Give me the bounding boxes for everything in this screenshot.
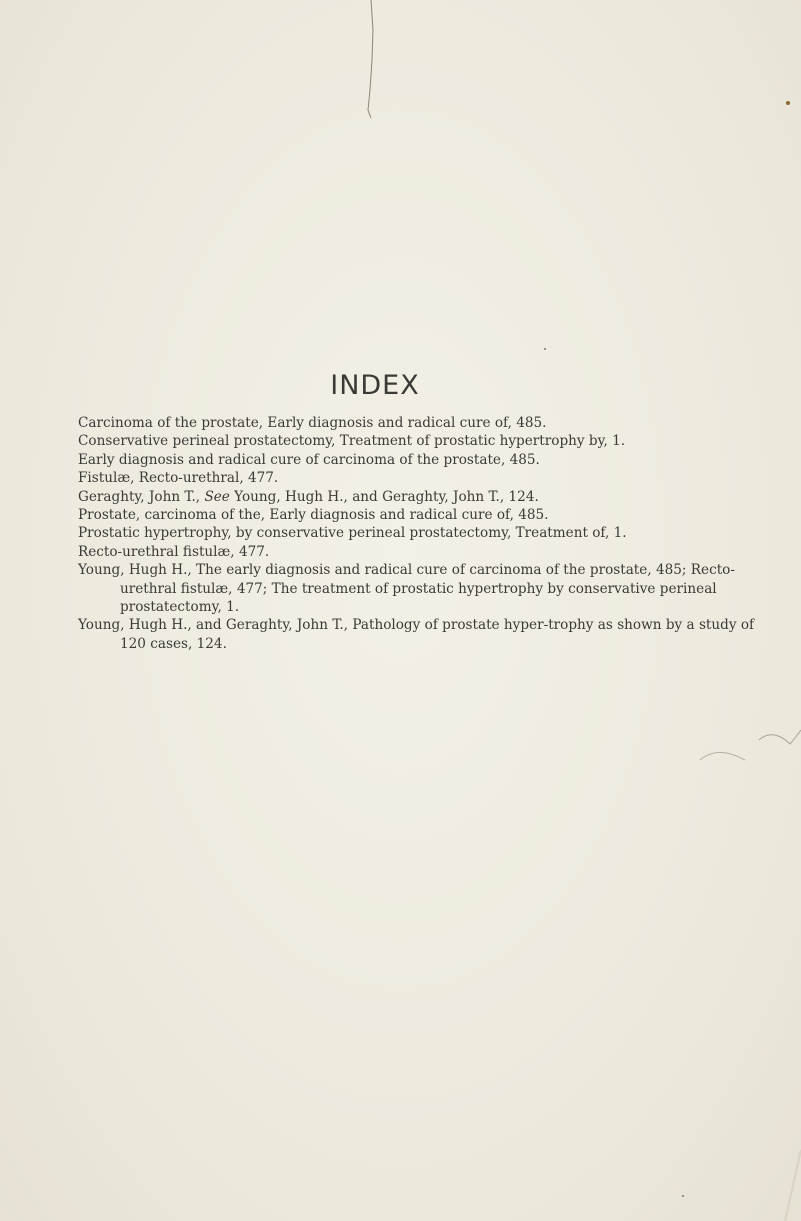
speck-mark	[682, 1195, 684, 1197]
edge-smudge-mark	[759, 730, 801, 744]
index-entry: Recto-urethral fistulæ, 477.	[78, 543, 270, 560]
page-crease-mark	[785, 1150, 801, 1221]
entry-text: Geraghty, John T.,	[78, 488, 205, 505]
page-title: INDEX	[330, 370, 420, 401]
index-entry: Carcinoma of the prostate, Early diagnosis and radical cure of, 485.	[78, 415, 547, 431]
index-entries	[78, 414, 758, 653]
speck-mark	[544, 348, 546, 350]
index-entry: Prostatic hypertrophy, by conservative perineal prostatectomy, Treatment of, 1.	[78, 525, 627, 542]
index-entry: Prostate, carcinoma of the, Early diagnosis and radical cure of, 485.	[78, 507, 549, 524]
index-entry	[78, 488, 758, 506]
see-reference: See	[204, 488, 230, 505]
index-entry: Young, Hugh H., and Geraghty, John T., Pathology of prostate hyper-trophy as shown by a study of 120 cases, 124.	[78, 617, 755, 652]
fold-line-mark	[368, 0, 373, 118]
entry-text: Young, Hugh H., and Geraghty, John T., 124.	[229, 488, 539, 505]
index-entry: Conservative perineal prostatectomy, Treatment of prostatic hypertrophy by, 1.	[78, 433, 626, 450]
speck-mark	[786, 101, 790, 105]
index-entry: Early diagnosis and radical cure of carcinoma of the prostate, 485.	[78, 451, 540, 468]
index-entry: Young, Hugh H., The early diagnosis and radical cure of carcinoma of the prostate, 485; Recto-urethral fistulæ, 477; The treatment of prostatic hypertrophy by conservative perineal prostatectomy, 1.	[78, 562, 735, 616]
index-entry: Fistulæ, Recto-urethral, 477.	[78, 470, 279, 487]
edge-smudge-mark	[700, 752, 745, 760]
